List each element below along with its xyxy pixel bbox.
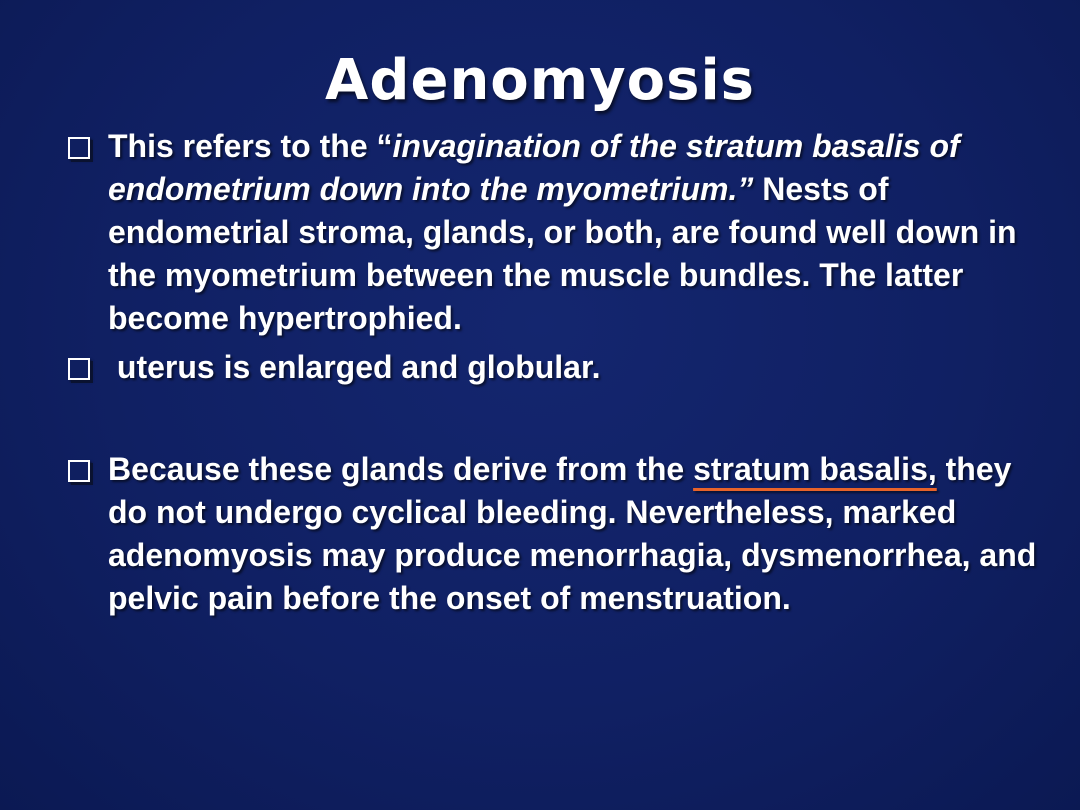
bullet-lead-text: Because these glands derive from the <box>108 451 694 487</box>
bullet-text <box>108 128 1017 336</box>
slide-title: Adenomyosis <box>325 48 755 113</box>
bullet-rest-text: they do not undergo cyclical bleeding. Nevertheless, marked adenomyosis may produce menorrhagia, dysmenorrhea, and pelvic pain before the onset of menstruation. <box>108 451 1037 616</box>
checkbox-bullet-icon <box>68 358 90 380</box>
bullet-text <box>108 451 1036 616</box>
bullet-item <box>66 346 1046 389</box>
checkbox-bullet-icon <box>68 137 90 159</box>
checkbox-bullet-icon <box>68 460 90 482</box>
bullet-item <box>66 125 1046 340</box>
underlined-term: stratum basalis, <box>693 451 937 487</box>
italic-quote-text: invagination of the stratum basalis of endometrium down into the myometrium. <box>108 128 960 207</box>
bullet-text: uterus is enlarged and globular. <box>108 349 601 385</box>
quote-close: ” <box>737 171 754 207</box>
quote-open: “ <box>376 128 393 164</box>
bullet-lead-text: This refers to the <box>108 128 377 164</box>
bullet-list <box>66 125 1046 620</box>
bullet-rest-text: Nests of endometrial stroma, glands, or both, are found well down in the myometrium between the muscle bundles. The latter become hypertrophied. <box>108 171 1017 336</box>
bullet-item <box>66 448 1046 620</box>
